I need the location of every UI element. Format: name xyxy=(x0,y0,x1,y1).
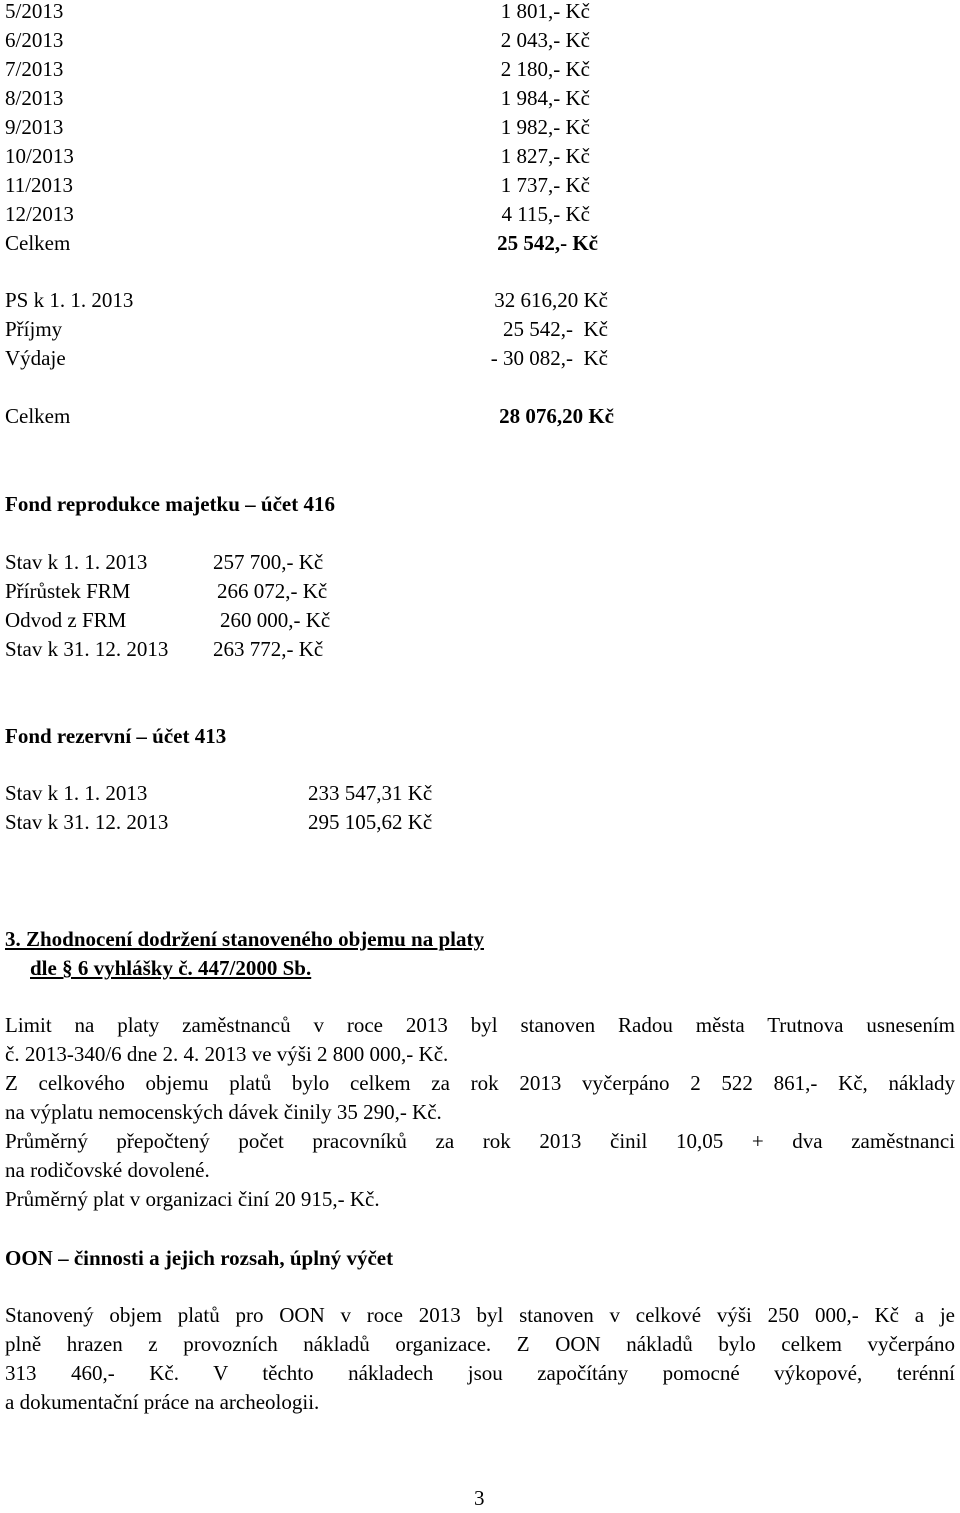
month-label: 5/2013 xyxy=(5,0,64,23)
page-number: 3 xyxy=(474,1486,485,1510)
balance-label: Příjmy xyxy=(5,317,63,341)
oon-heading: OON – činnosti a jejich rozsah, úplný výčet xyxy=(5,1246,394,1270)
frm-label: Odvod z FRM xyxy=(5,608,127,632)
balance-label: Výdaje xyxy=(5,346,66,370)
paragraph-line: 313 460,- Kč. V těchto nákladech jsou započítány pomocné výkopové, terénní xyxy=(5,1361,955,1385)
month-label: 9/2013 xyxy=(5,115,64,139)
month-label: 7/2013 xyxy=(5,57,64,81)
month-value: 1 737,- Kč xyxy=(500,173,590,197)
section-3-heading-line2: dle § 6 vyhlášky č. 447/2000 Sb. xyxy=(30,956,312,980)
oon-paragraph xyxy=(5,1301,955,1417)
balance-total-label: Celkem xyxy=(5,404,71,428)
average-salary-paragraph xyxy=(5,1185,955,1214)
frm-label: Stav k 1. 1. 2013 xyxy=(5,550,148,574)
paragraph-line: č. 2013-340/6 dne 2. 4. 2013 ve výši 2 800 000,- Kč. xyxy=(5,1042,449,1066)
frm-value: 263 772,- Kč xyxy=(213,637,324,661)
balance-total-value: 28 076,20 Kč xyxy=(499,404,614,428)
frm-label: Přírůstek FRM xyxy=(5,579,131,603)
reserve-heading: Fond rezervní – účet 413 xyxy=(5,724,227,748)
paragraph-line: na rodičovské dovolené. xyxy=(5,1158,210,1182)
paragraph-line: Limit na platy zaměstnanců v roce 2013 byl stanoven Radou města Trutnova usnesením xyxy=(5,1013,955,1037)
frm-heading: Fond reprodukce majetku – účet 416 xyxy=(5,492,335,516)
reserve-value: 295 105,62 Kč xyxy=(308,810,433,834)
paragraph-line: Z celkového objemu platů bylo celkem za rok 2013 vyčerpáno 2 522 861,- Kč, náklady xyxy=(5,1071,955,1095)
paragraph-line: Průměrný plat v organizaci činí 20 915,- Kč. xyxy=(5,1187,380,1211)
section-3-heading-line1: 3. Zhodnocení dodržení stanoveného objemu na platy xyxy=(5,927,484,951)
paragraph-line: na výplatu nemocenských dávek činily 35 290,- Kč. xyxy=(5,1100,442,1124)
balance-value: 25 542,- Kč xyxy=(503,317,608,341)
reserve-label: Stav k 1. 1. 2013 xyxy=(5,781,148,805)
balance-value: 32 616,20 Kč xyxy=(494,288,608,312)
month-label: 8/2013 xyxy=(5,86,64,110)
month-value: 1 984,- Kč xyxy=(500,86,590,110)
month-value: 1 801,- Kč xyxy=(500,0,590,23)
frm-label: Stav k 31. 12. 2013 xyxy=(5,637,169,661)
month-value: 2 043,- Kč xyxy=(500,28,590,52)
month-value: 1 982,- Kč xyxy=(500,115,590,139)
frm-value: 260 000,- Kč xyxy=(220,608,331,632)
month-value: 1 827,- Kč xyxy=(500,144,590,168)
frm-value: 266 072,- Kč xyxy=(217,579,328,603)
salary-limit-paragraph xyxy=(5,1011,955,1069)
staff-count-paragraph xyxy=(5,1127,955,1185)
month-label: 12/2013 xyxy=(5,202,74,226)
paragraph-line: plně hrazen z provozních nákladů organizace. Z OON nákladů bylo celkem vyčerpáno xyxy=(5,1332,955,1356)
reserve-label: Stav k 31. 12. 2013 xyxy=(5,810,169,834)
month-value: 2 180,- Kč xyxy=(500,57,590,81)
paragraph-line: Průměrný přepočtený počet pracovníků za rok 2013 činil 10,05 + dva zaměstnanci xyxy=(5,1129,955,1153)
month-value: 4 115,- Kč xyxy=(501,202,590,226)
frm-value: 257 700,- Kč xyxy=(213,550,324,574)
balance-value: - 30 082,- Kč xyxy=(490,346,608,370)
month-label: 6/2013 xyxy=(5,28,64,52)
paragraph-line: Stanovený objem platů pro OON v roce 2013 byl stanoven v celkové výši 250 000,- Kč a je xyxy=(5,1303,955,1327)
balance-label: PS k 1. 1. 2013 xyxy=(5,288,134,312)
total-label: Celkem xyxy=(5,231,71,255)
paragraph-line: a dokumentační práce na archeologii. xyxy=(5,1390,320,1414)
month-label: 10/2013 xyxy=(5,144,74,168)
month-label: 11/2013 xyxy=(5,173,74,197)
total-value: 25 542,- Kč xyxy=(497,231,598,255)
reserve-value: 233 547,31 Kč xyxy=(308,781,433,805)
salary-spent-paragraph xyxy=(5,1069,955,1127)
